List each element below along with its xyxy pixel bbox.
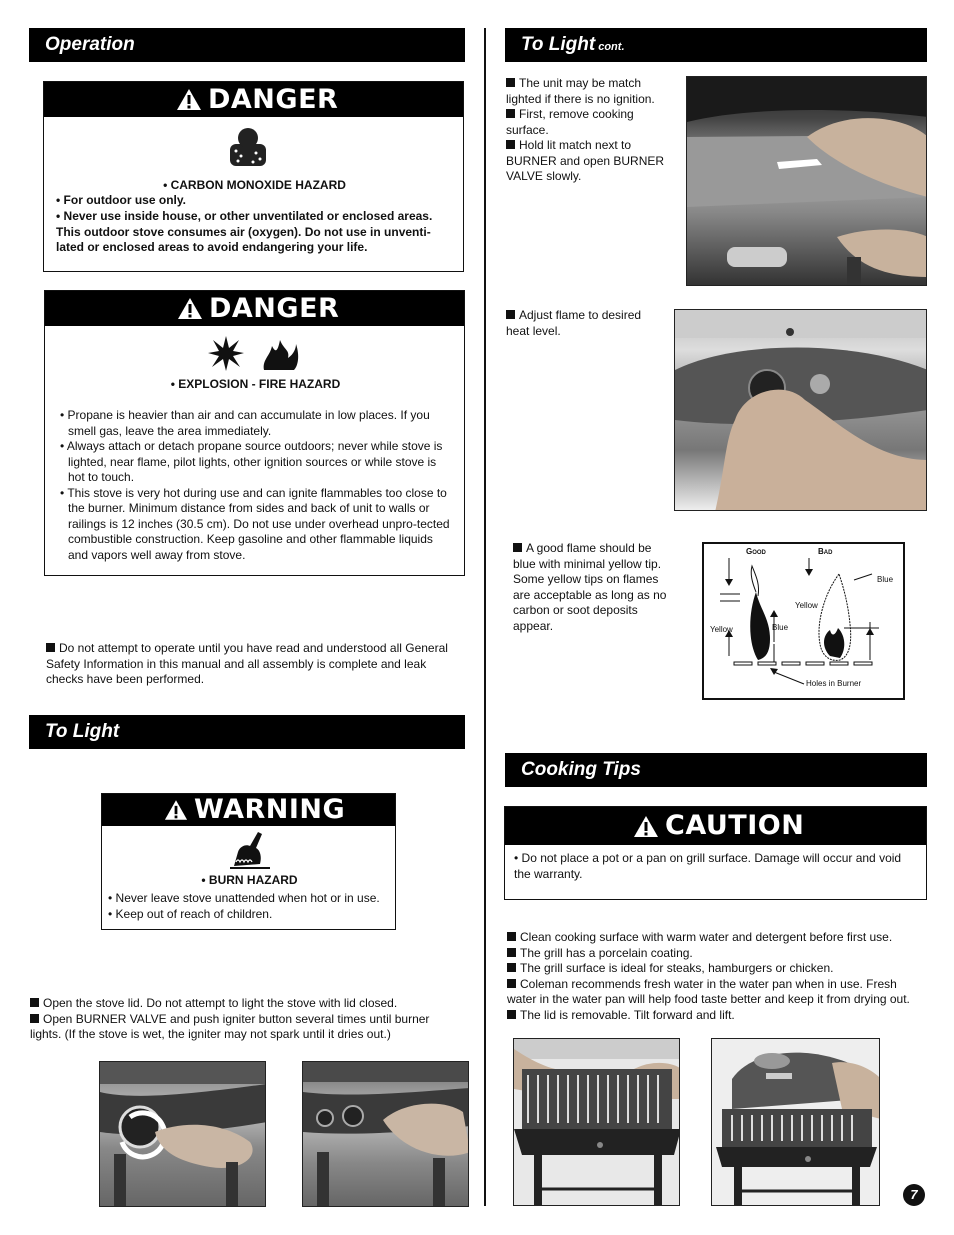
match-light-steps: [506, 76, 668, 185]
match-lighting-photo: [686, 76, 927, 286]
danger-box-explosion: [44, 290, 465, 576]
square-bullet-icon: [507, 1010, 516, 1019]
square-bullet-icon: [507, 963, 516, 972]
danger2-bullet: • Propane is heavier than air and can accumulate in low places. If you smell gas, leave the area immediately.: [60, 408, 430, 438]
light-step: Open the stove lid. Do not attempt to light the stove with lid closed.: [30, 996, 460, 1012]
square-bullet-icon: [506, 78, 515, 87]
warning-bullet-list: [108, 890, 393, 922]
match-step: First, remove cooking surface.: [506, 107, 634, 137]
square-bullet-icon: [30, 998, 39, 1007]
adjust-flame-text: Adjust flame to desired heat level.: [506, 308, 642, 338]
explosion-hazard-label: • EXPLOSION - FIRE HAZARD: [170, 377, 341, 391]
square-bullet-icon: [513, 543, 522, 552]
square-bullet-icon: [507, 932, 516, 941]
cooking-tips-list: [507, 930, 922, 1023]
light-steps: [30, 996, 460, 1043]
blue-good-label: Blue: [772, 623, 789, 632]
burn-hand-icon: [228, 830, 272, 870]
square-bullet-icon: [30, 1014, 39, 1023]
warning-triangle-icon: [176, 88, 202, 111]
caution-box: [504, 806, 927, 900]
cooking-tips-header: Cooking Tips: [505, 753, 927, 787]
to-light-header: To Light: [29, 715, 465, 749]
bad-label: Bad: [818, 547, 833, 556]
holes-label: Holes in Burner: [806, 679, 862, 688]
igniter-knob-photo: [99, 1061, 266, 1207]
to-light-cont-header: To Light cont.: [505, 28, 927, 62]
match-step: Hold lit match next to BURNER and open BURNER VALVE slowly.: [506, 138, 665, 183]
warning-bullet: • Keep out of reach of children.: [108, 907, 273, 921]
danger1-line-1: • For outdoor use only.: [56, 193, 186, 207]
warning-title: WARNING: [102, 794, 395, 826]
grill-surface-photo: [513, 1038, 680, 1206]
danger-title: DANGER: [44, 82, 463, 117]
match-step: The unit may be match lighted if there is no ignition.: [506, 76, 655, 106]
warning-triangle-icon: [633, 815, 659, 838]
warning-bullet: • Never leave stove unattended when hot or in use.: [108, 891, 380, 905]
square-bullet-icon: [507, 948, 516, 957]
square-bullet-icon: [506, 310, 515, 319]
caution-title: CAUTION: [505, 807, 926, 845]
operation-header: Operation: [29, 28, 465, 62]
blue-bad-label: Blue: [877, 575, 894, 584]
tip-item: The grill has a porcelain coating.: [507, 946, 922, 962]
tip-item: The lid is removable. Tilt forward and lift.: [507, 1008, 922, 1024]
fire-icon: [260, 336, 300, 372]
warning-triangle-icon: [177, 297, 203, 320]
danger2-bullet: • Always attach or detach propane source outdoors; never while stove is lighted, near flame, pilot lights, other ignition sources or while stove is hot to touch.: [60, 439, 443, 484]
square-bullet-icon: [507, 979, 516, 988]
page-number: 7: [903, 1184, 925, 1206]
operate-notice: Do not attempt to operate until you have read and understood all General Safety Information in this manual and all assembly is complete and leak checks have been performed.: [46, 641, 448, 686]
tip-item: Clean cooking surface with warm water and detergent before first use.: [507, 930, 922, 946]
caution-text: • Do not place a pot or a pan on grill surface. Damage will occur and void the warranty.: [514, 851, 902, 881]
explosion-icon: [207, 334, 245, 372]
danger-box-carbon-monoxide: [43, 81, 464, 272]
good-flame-text: A good flame should be blue with minimal yellow tip. Some yellow tips on flames are acceptable as long as no carbon or soot deposits appear.: [513, 541, 667, 633]
danger-title-2: DANGER: [45, 291, 464, 326]
square-bullet-icon: [506, 140, 515, 149]
square-bullet-icon: [506, 109, 515, 118]
burner-valve-photo: [302, 1061, 469, 1207]
danger1-line-2: • Never use inside house, or other unventilated or enclosed areas. This outdoor stove consumes air (oxygen). Do not use in unventi-lated or enclosed areas to avoid endangering your life.: [56, 209, 433, 254]
burn-hazard-label: • BURN HAZARD: [201, 873, 298, 887]
carbon-monoxide-icon: [228, 126, 268, 168]
danger2-bullet: • This stove is very hot during use and can ignite flammables too close to the burner. Minimum distance from sides and back of unit to walls or railings is 12 inches (30.5 cm). Do not use under overhead unpro-tected combustible construction. Keep gasoline and other flammable liquids and vapors well away from stove.: [60, 485, 450, 562]
adjust-knob-photo: [674, 309, 927, 511]
tip-item: Coleman recommends fresh water in the water pan when in use. Fresh water in the water pan will help food taste better and keep it from drying out.: [507, 976, 910, 1006]
tip-item: The grill surface is ideal for steaks, hamburgers or chicken.: [507, 961, 922, 977]
carbon-monoxide-hazard-label: • CARBON MONOXIDE HAZARD: [163, 178, 346, 192]
light-step: Open BURNER VALVE and push igniter button several times until burner lights. (If the stove is wet, the igniter may not spark until it dries out.): [30, 1011, 430, 1041]
column-divider: [484, 28, 486, 1206]
flame-diagram: [702, 542, 905, 700]
warning-triangle-icon: [164, 799, 188, 821]
warning-box-burn: [101, 793, 396, 930]
danger2-bullet-list: [60, 408, 455, 563]
removable-lid-photo: [711, 1038, 880, 1206]
good-label: Good: [746, 547, 766, 556]
square-bullet-icon: [46, 643, 55, 652]
yellow-good-label: Yellow: [710, 625, 733, 634]
yellow-bad-label: Yellow: [795, 601, 818, 610]
